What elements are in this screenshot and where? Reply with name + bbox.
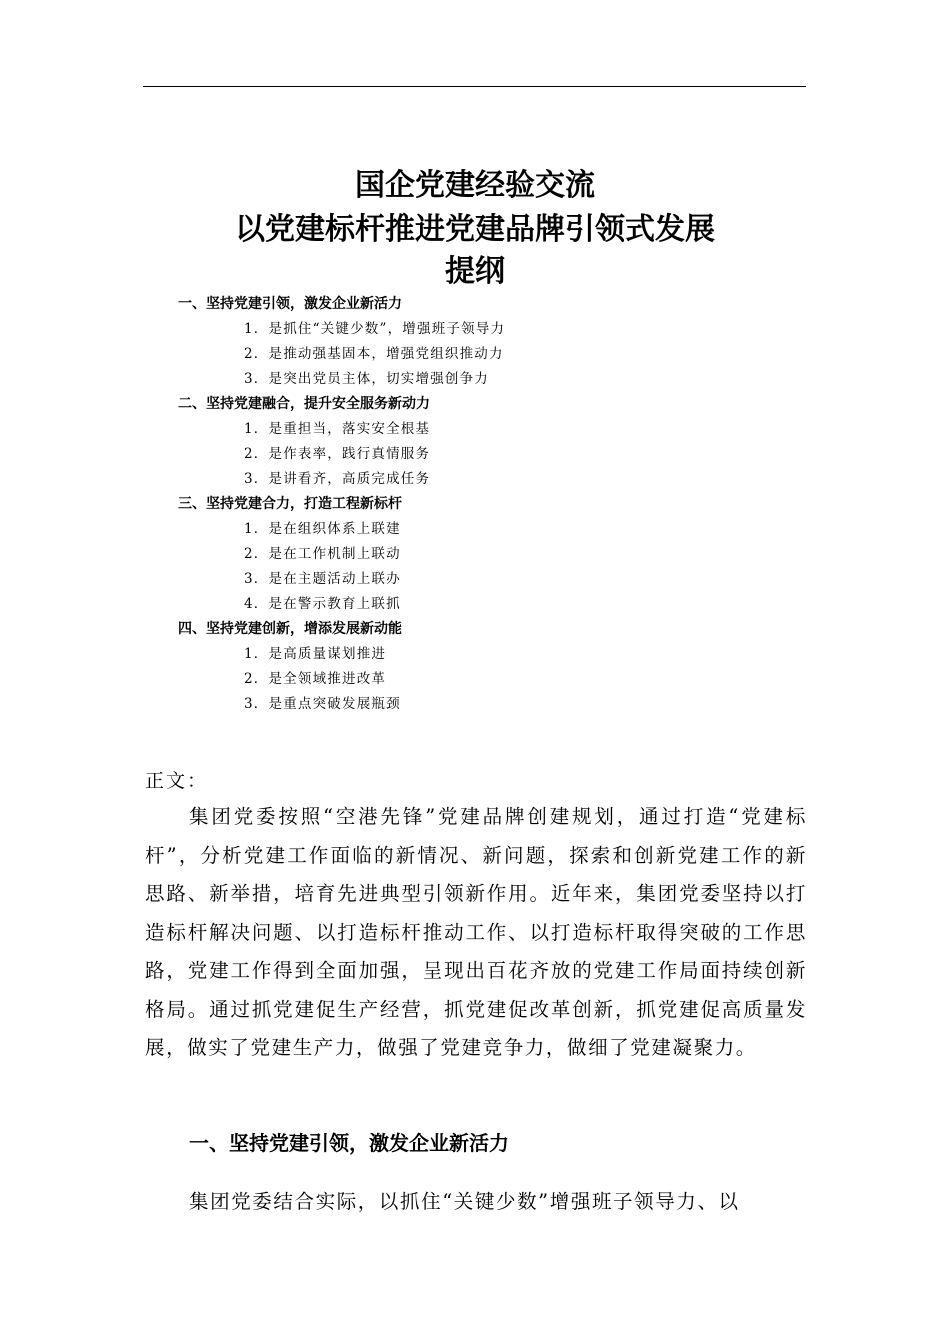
section-heading: 一、坚持党建引领，激发企业新活力	[189, 1131, 509, 1155]
outline-item: 2．是在工作机制上联动	[244, 546, 401, 562]
outline-heading: 二、坚持党建融合，提升安全服务新动力	[178, 396, 430, 412]
outline-section	[0, 617, 950, 717]
header-rule	[143, 86, 806, 87]
outline-heading: 四、坚持党建创新，增添发展新动能	[178, 621, 402, 637]
outline-item: 2．是推动强基固本，增强党组织推动力	[244, 346, 504, 362]
outline-item: 3．是讲看齐，高质完成任务	[244, 471, 431, 487]
outline-item: 1．是重担当，落实安全根基	[244, 421, 431, 437]
outline-item: 3．是重点突破发展瓶颈	[244, 696, 401, 712]
outline-item: 3．是在主题活动上联办	[244, 571, 401, 587]
outline-item: 2．是作表率，践行真情服务	[244, 446, 431, 462]
body-paragraph: 集团党委按照“空港先锋”党建品牌创建规划，通过打造“党建标杆”，分析党建工作面临的新情况、新问题，探索和创新党建工作的新思路、新举措，培育先进典型引领新作用。近年来，集团党委坚持以打造标杆解决问题、以打造标杆推动工作、以打造标杆取得突破的工作思路，党建工作得到全面加强，呈现出百花齐放的党建工作局面持续创新格局。通过抓党建促生产经营，抓党建促改革创新，抓党建促高质量发展，做实了党建生产力，做强了党建竞争力，做细了党建凝聚力。	[145, 805, 807, 1059]
outline-item: 4．是在警示教育上联抓	[244, 596, 401, 612]
outline-item: 1．是高质量谋划推进	[244, 646, 387, 662]
outline-section	[0, 492, 950, 617]
outline	[0, 292, 950, 717]
title-line-1: 国企党建经验交流	[355, 168, 595, 203]
body-label: 正文：	[145, 770, 209, 792]
outline-item: 2．是全领域推进改革	[244, 671, 387, 687]
outline-item: 1．是抓住“关键少数”，增强班子领导力	[244, 321, 506, 337]
body-paragraph: 集团党委结合实际，以抓住“关键少数”增强班子领导力、以	[189, 1190, 740, 1213]
outline-item: 3．是突出党员主体，切实增强创争力	[244, 371, 489, 387]
outline-item: 1．是在组织体系上联建	[244, 521, 401, 537]
outline-heading: 三、坚持党建合力，打造工程新标杆	[178, 496, 402, 512]
outline-section	[0, 292, 950, 392]
outline-heading: 一、坚持党建引领，激发企业新活力	[178, 296, 402, 312]
title-line-2: 以党建标杆推进党建品牌引领式发展	[235, 212, 715, 247]
outline-section	[0, 392, 950, 492]
title-line-3: 提纲	[445, 254, 505, 289]
